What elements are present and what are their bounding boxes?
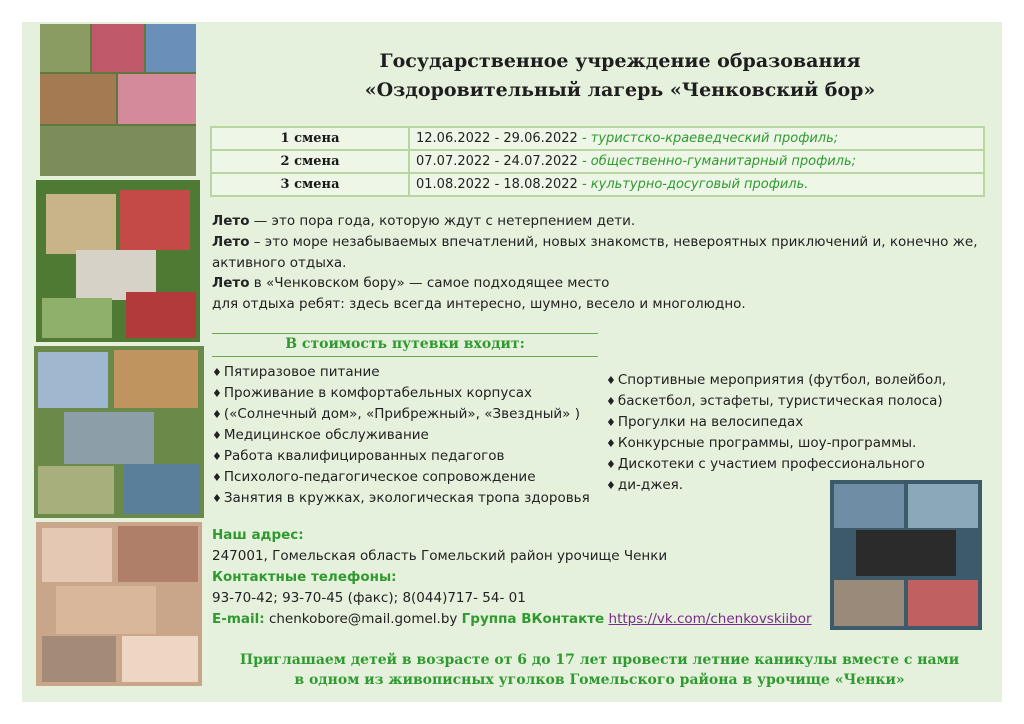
shift-name: 3 смена	[211, 173, 409, 196]
invitation-text	[212, 650, 987, 690]
intro-line: для отдыха ребят: здесь всегда интересно, шумно, весело и многолюдно.	[212, 296, 746, 313]
vk-group-label: Группа ВКонтакте	[461, 611, 605, 627]
shift-details	[409, 150, 984, 173]
list-item: ♦ Работа квалифицированных педагогов	[212, 446, 612, 467]
phones-label: Контактные телефоны:	[212, 569, 397, 585]
email-address[interactable]: chenkobore@mail.gomel.by	[264, 611, 462, 627]
shifts-table	[210, 126, 985, 197]
intro-sentence: в «Ченковском бору» — самое подходящее место	[249, 275, 610, 292]
intro-keyword: Лето	[212, 233, 250, 250]
section-divider-top	[212, 333, 598, 334]
list-item: ♦ Пятиразовое питание	[212, 362, 612, 383]
vk-group-link[interactable]: https://vk.com/chenkovskiibor	[608, 611, 812, 627]
intro-line	[212, 232, 992, 253]
address-text: 247001, Гомельская область Гомельский район урочище Ченки	[212, 548, 668, 564]
includes-list-left	[212, 362, 612, 509]
intro-keyword: Лето	[212, 275, 250, 292]
collage-photo-5	[830, 480, 982, 630]
intro-line	[212, 211, 992, 232]
list-item-continuation: ♦ баскетбол, эстафеты, туристическая полоса)	[606, 391, 966, 412]
list-item: ♦ Спортивные мероприятия (футбол, волейбол,	[606, 370, 966, 391]
list-item-text: («Солнечный дом», «Прибрежный», «Звездный» )	[223, 406, 580, 422]
list-item: ♦ Дискотеки с участием профессионального	[606, 454, 966, 475]
table-row	[211, 150, 984, 173]
shift-dates: 07.07.2022 - 24.07.2022	[416, 154, 578, 169]
institution-title: Государственное учреждение образования	[379, 50, 861, 72]
shift-dates: 01.08.2022 - 18.08.2022	[416, 177, 578, 192]
intro-sentence: – это море незабываемых впечатлений, новых знакомств, невероятных приключений и, конечно же,	[249, 233, 978, 250]
contacts-block	[212, 525, 822, 630]
list-item-continuation: ♦ ди-джея.	[606, 475, 966, 496]
intro-line	[212, 273, 992, 294]
collage-photo-3	[34, 346, 204, 518]
collage-photo-1	[40, 24, 196, 176]
shift-profile: - туристско-краеведческий профиль;	[577, 131, 839, 146]
invitation-line: в одном из живописных уголков Гомельского района в урочище «Ченки»	[294, 672, 905, 688]
section-divider-bottom	[212, 356, 598, 357]
shift-details	[409, 173, 984, 196]
shift-details	[409, 127, 984, 150]
address-label: Наш адрес:	[212, 527, 304, 543]
intro-text	[212, 211, 992, 315]
collage-photo-4	[36, 522, 202, 686]
list-item: ♦ Проживание в комфортабельных корпусах	[212, 383, 612, 404]
table-row	[211, 127, 984, 150]
email-label: E-mail:	[212, 611, 265, 627]
list-item: ♦ Психолого-педагогическое сопровождение	[212, 467, 612, 488]
invitation-line: Приглашаем детей в возрасте от 6 до 17 лет провести летние каникулы вместе с нами	[239, 652, 960, 668]
list-item: ♦ Занятия в кружках, экологическая тропа здоровья	[212, 488, 612, 509]
list-item-continuation	[212, 404, 612, 425]
list-item: ♦ Конкурсные программы, шоу-программы.	[606, 433, 966, 454]
shift-name: 1 смена	[211, 127, 409, 150]
intro-keyword: Лето	[212, 213, 250, 229]
collage-photo-2	[36, 180, 200, 342]
list-item: ♦ Медицинское обслуживание	[212, 425, 612, 446]
camp-name-title: «Оздоровительный лагерь «Ченковский бор»	[364, 79, 876, 101]
intro-line: активного отдыха.	[212, 254, 347, 271]
shift-dates: 12.06.2022 - 29.06.2022	[416, 131, 578, 146]
shift-profile: - культурно-досуговый профиль.	[577, 177, 809, 192]
includes-list-right	[606, 370, 966, 496]
list-item: ♦ Прогулки на велосипедах	[606, 412, 966, 433]
phones-text: 93-70-42; 93-70-45 (факс); 8(044)717- 54- 01	[212, 590, 526, 606]
intro-sentence: — это пора года, которую ждут с нетерпением дети.	[249, 213, 636, 229]
email-line	[212, 609, 822, 630]
table-row	[211, 173, 984, 196]
shift-name: 2 смена	[211, 150, 409, 173]
shift-profile: - общественно-гуманитарный профиль;	[577, 154, 857, 169]
includes-title: В стоимость путевки входит:	[285, 336, 525, 352]
